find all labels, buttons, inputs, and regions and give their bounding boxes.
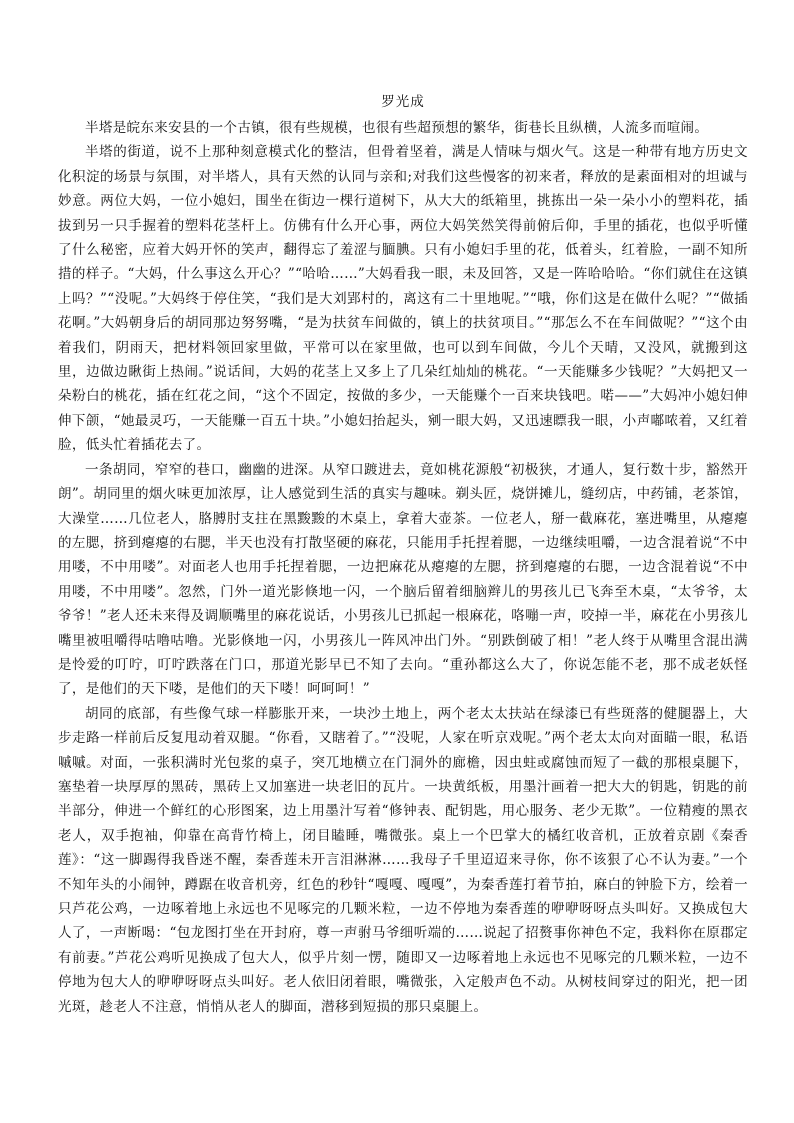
author-name: 罗光成 <box>381 94 425 110</box>
paragraph-3: 一条胡同，窄窄的巷口，幽幽的进深。从窄口踱进去，竟如桃花源般“初极狭，才通人，复行数十步，豁然开朗”。胡同里的烟火味更加浓厚，让人感觉到生活的真实与趣味。剃头匠，烧饼摊儿，缝纫店，中药铺，老茶馆，大澡堂……几位老人，胳膊肘支拄在黑黢黢的木桌上，拿着大壶茶。一位老人，掰一截麻花，塞进嘴里，从瘪瘪的左腮，挤到瘪瘪的右腮，半天也没有打散坚硬的麻花，只能用手托捏着腮，一边继续咀嚼，一边含混着说“不中用喽，不中用喽”。对面老人也用手托捏着腮，一边把麻花从瘪瘪的左腮，挤到瘪瘪的右腮，一边含混着说“不中用喽，不中用喽”。忽然，门外一道光影倏地一闪，一个脑后留着细脑辫儿的男孩儿已飞奔至木桌，“太爷爷，太爷爷！”老人还未来得及调顺嘴里的麻花说话，小男孩儿已抓起一根麻花，咯嘣一声，咬掉一半，麻花在小男孩儿嘴里被咀嚼得咕噜咕噜。光影倏地一闪，小男孩儿一阵风冲出门外。“别跌倒破了相！”老人终于从嘴里含混出满是怜爱的叮咛，叮咛跌落在门口，那道光影早已不知了去向。“重孙都这么大了，你说怎能不老，那不成老妖怪了，是他们的天下喽，是他们的天下喽！呵呵呵！” <box>58 461 748 698</box>
paragraph-1: 半塔是皖东来安县的一个古镇，很有些规模，也很有些超预想的繁华，街巷长且纵横，人流多而喧闹。 <box>85 120 709 136</box>
paragraph-4: 胡同的底部，有些像气球一样膨胀开来，一块沙土地上，两个老太太扶站在绿漆已有些斑落的健腿器上，大步走路一样前后反复甩动着双腿。“你看，又瞎着了。”“没呢，人家在听京戏呢。”两个老太太向对面瞄一眼，私语嘁嘁。对面，一张积满时光包浆的桌子，突兀地横立在门洞外的廊檐，因虫蛀或腐蚀而短了一截的那根桌腿下，塞垫着一块厚厚的黑砖，黑砖上又加塞进一块老旧的瓦片。一块黄纸板，用墨汁画着一把大大的钥匙，钥匙的前半部分，伸进一个鲜红的心形图案，边上用墨汁写着“修钟表、配钥匙，用心服务、老少无欺”。一位精瘦的黑衣老人，双手抱袖，仰靠在高背竹椅上，闭目瞌睡，嘴微张。桌上一个巴掌大的橘红收音机，正放着京剧《秦香莲》：“这一脚踢得我昏迷不醒，秦香莲未开言泪淋淋……我母子千里迢迢来寻你，你不该狠了心不认为妻。”一个不知年头的小闹钟，蹲踞在收音机旁，红色的秒针“嘎嘎、嘎嘎”，为秦香莲打着节拍，麻白的钟脸下方，绘着一只芦花公鸡，一边啄着地上永远也不见啄完的几颗米粒，一边不停地为秦香莲的咿咿呀呀点头叫好。又换成包大人了，一声断喝：“包龙图打坐在开封府，尊一声驸马爷细听端的……说起了招赘事你神色不定，我料你在原郡定有前妻。”芦花公鸡听见换成了包大人，似乎片刻一愣，随即又一边啄着地上永远也不见啄完的几颗米粒，一边不停地为包大人的咿咿呀呀点头叫好。老人依旧闭着眼，嘴微张，入定般声色不动。从树枝间穿过的阳光，把一团光斑，趁老人不注意，悄悄从老人的脚面，潜移到短损的那只桌腿上。 <box>58 705 748 1015</box>
paragraph-2: 半塔的街道，说不上那种刻意模式化的整洁，但骨着坚着，满是人情味与烟火气。这是一种带有地方历史文化积淀的场景与氛围，对半塔人，具有天然的认同与亲和;对我们这些慢客的初来者，释放的是素面相对的坦诚与妙意。两位大妈，一位小媳妇，围坐在街边一棵行道树下，从大大的纸箱里，挑拣出一朵一朵小小的塑料花，插拔到另一只手握着的塑料花茎杆上。仿佛有什么开心事，两位大妈笑然笑得前俯后仰，手里的插花，也似乎听懂了什么秘密，应着大妈开怀的笑声，翻得忘了羞涩与腼腆。只有小媳妇手里的花，低着头，红着脸，一副不知所措的样子。“大妈，什么事这么开心？”“哈哈……”大妈看我一眼，未及回答，又是一阵哈哈哈。“你们就住在这镇上吗？”“没呢。”大妈终于停住笑，“我们是大刘郢村的，离这有二十里地呢。”“哦，你们这是在做什么呢？”“做插花啊。”大妈朝身后的胡同那边努努嘴，“是为扶贫车间做的，镇上的扶贫项目。”“那怎么不在车间做呢？”“这个由着我们，阴雨天，把材料领回家里做，平常可以在家里做，也可以到车间做，今儿个天晴，又没风，就搬到这里，边做边瞅街上热闹。”说话间，大妈的花茎上又多上了几朵红灿灿的桃花。“一天能赚多少钱呢？”大妈把又一朵粉白的桃花，插在红花之间，“这个不固定，按做的多少，一天能赚个一百来块钱吧。喏——”大妈冲小媳妇伸伸下颌，“她最灵巧，一天能赚一百五十块。”小媳妇抬起头，剜一眼大妈，又迅速瞟我一眼，小声嘟哝着，又红着脸，低头忙着插花去了。 <box>58 144 748 454</box>
